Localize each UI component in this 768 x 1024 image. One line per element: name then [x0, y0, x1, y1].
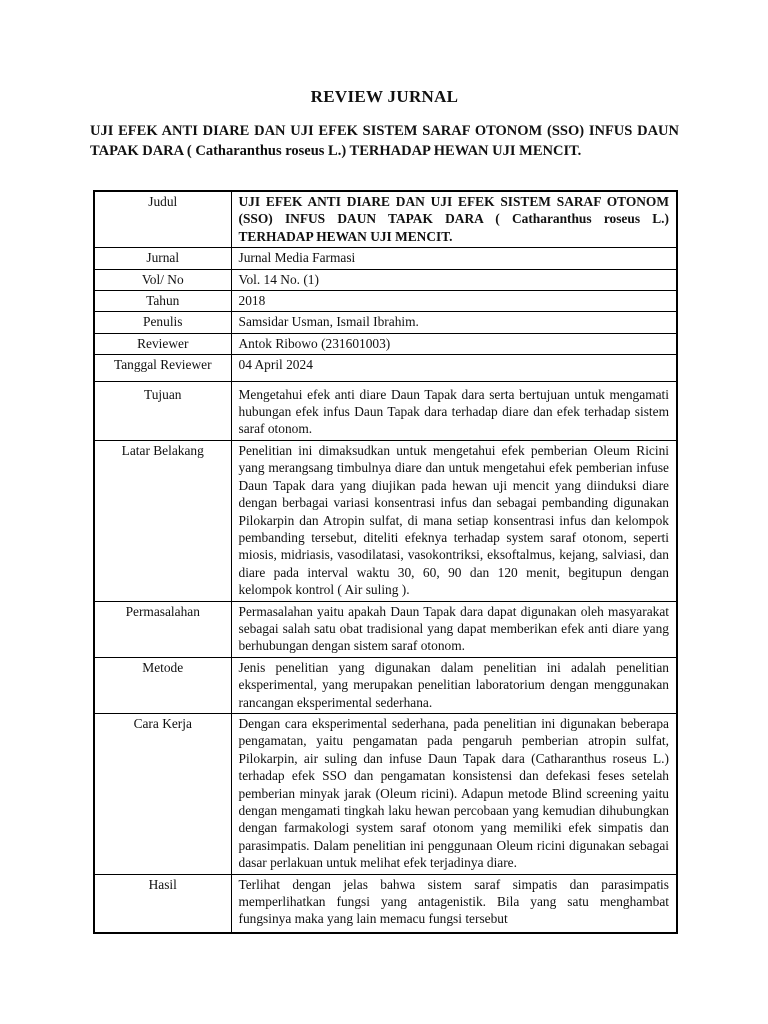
table-row: [94, 440, 677, 601]
row-label: Tanggal Reviewer: [94, 355, 231, 381]
table-row: [94, 713, 677, 874]
row-label: Reviewer: [94, 333, 231, 354]
table-row: [94, 269, 677, 290]
review-table: [93, 190, 678, 934]
row-label: Penulis: [94, 312, 231, 333]
row-value: Dengan cara eksperimental sederhana, pada penelitian ini digunakan beberapa pengamatan, yaitu pengamatan pada pengaruh pemberian atropin sulfat, Pilokarpin, air suling dan infuse Daun Tapak dara (Catharanthus roseus L.) terhadap efek SSO dan pengamatan konsistensi dan defekasi feses setelah pemberian minyak jarak (Oleum ricini). Adapun metode Blind screening yaitu dengan mengamati tingkah laku hewan percobaan yang kemudian dihubungkan dengan farmakologi system saraf otonom yang memiliki efek simpatis dan parasimpatis. Dalam penelitian ini penggunaan Oleum ricini digunakan sebagai dasar perlakuan untuk melihat efek terjadinya diare.: [231, 713, 677, 874]
row-value: Penelitian ini dimaksudkan untuk mengetahui efek pemberian Oleum Ricini yang merangsang timbulnya diare dan untuk mengetahui efek pemberian infuse Daun Tapak dara yang diujikan pada hewan uji mencit yang diinduksi diare dengan berbagai variasi konsentrasi infus dan sebagai pembanding digunakan Pilokarpin dan Atropin sulfat, di mana setiap konsentrasi infus dan kelompok pembanding tersebut, diteliti efeknya terhadap system saraf otonom, seperti miosis, midriasis, vasodilatasi, vasokontriksi, eksoftalmus, kejang, salviasi, dan diare pada interval waktu 30, 60, 90 dan 120 menit, begitupun dengan kelompok kontrol ( Air suling ).: [231, 440, 677, 601]
row-value: Jurnal Media Farmasi: [231, 248, 677, 269]
table-row: [94, 355, 677, 381]
row-value: UJI EFEK ANTI DIARE DAN UJI EFEK SISTEM SARAF OTONOM (SSO) INFUS DAUN TAPAK DARA ( Catharanthus roseus L.) TERHADAP HEWAN UJI MENCIT.: [231, 191, 677, 248]
row-value: Antok Ribowo (231601003): [231, 333, 677, 354]
row-value: Vol. 14 No. (1): [231, 269, 677, 290]
table-row: [94, 874, 677, 933]
row-value: Permasalahan yaitu apakah Daun Tapak dara dapat digunakan oleh masyarakat sebagai salah satu obat tradisional yang dapat memberikan efek anti diare yang berhubungan dengan sistem saraf otonom.: [231, 601, 677, 657]
row-value: Mengetahui efek anti diare Daun Tapak dara serta bertujuan untuk mengamati hubungan efek infus Daun Tapak dara terhadap diare dan efek terhadap sistem saraf otonom.: [231, 381, 677, 440]
table-row: [94, 248, 677, 269]
row-label: Permasalahan: [94, 601, 231, 657]
row-label: Cara Kerja: [94, 713, 231, 874]
table-row: [94, 291, 677, 312]
table-row: [94, 601, 677, 657]
review-table-body: [94, 191, 677, 933]
row-label: Metode: [94, 657, 231, 713]
document-subtitle: UJI EFEK ANTI DIARE DAN UJI EFEK SISTEM SARAF OTONOM (SSO) INFUS DAUN TAPAK DARA ( Catharanthus roseus L.) TERHADAP HEWAN UJI MENCIT.: [90, 123, 679, 159]
row-label: Jurnal: [94, 248, 231, 269]
document-title: REVIEW JURNAL: [310, 87, 459, 106]
row-label: Tujuan: [94, 381, 231, 440]
row-value: 04 April 2024: [231, 355, 677, 381]
table-row: [94, 657, 677, 713]
table-row: [94, 312, 677, 333]
row-value: 2018: [231, 291, 677, 312]
row-label: Vol/ No: [94, 269, 231, 290]
row-value: Samsidar Usman, Ismail Ibrahim.: [231, 312, 677, 333]
row-label: Tahun: [94, 291, 231, 312]
row-label: Latar Belakang: [94, 440, 231, 601]
table-row: [94, 191, 677, 248]
row-label: Hasil: [94, 874, 231, 933]
table-row: [94, 381, 677, 440]
row-value: Terlihat dengan jelas bahwa sistem saraf simpatis dan parasimpatis memperlihatkan fungsi yang antagenistik. Bila yang satu menghambat fungsinya maka yang lain memacu fungsi tersebut: [231, 874, 677, 933]
table-row: [94, 333, 677, 354]
row-label: Judul: [94, 191, 231, 248]
row-value: Jenis penelitian yang digunakan dalam penelitian ini adalah penelitian eksperimental, yang merupakan penelitian laboratorium dengan menggunakan rancangan eksperimental sederhana.: [231, 657, 677, 713]
